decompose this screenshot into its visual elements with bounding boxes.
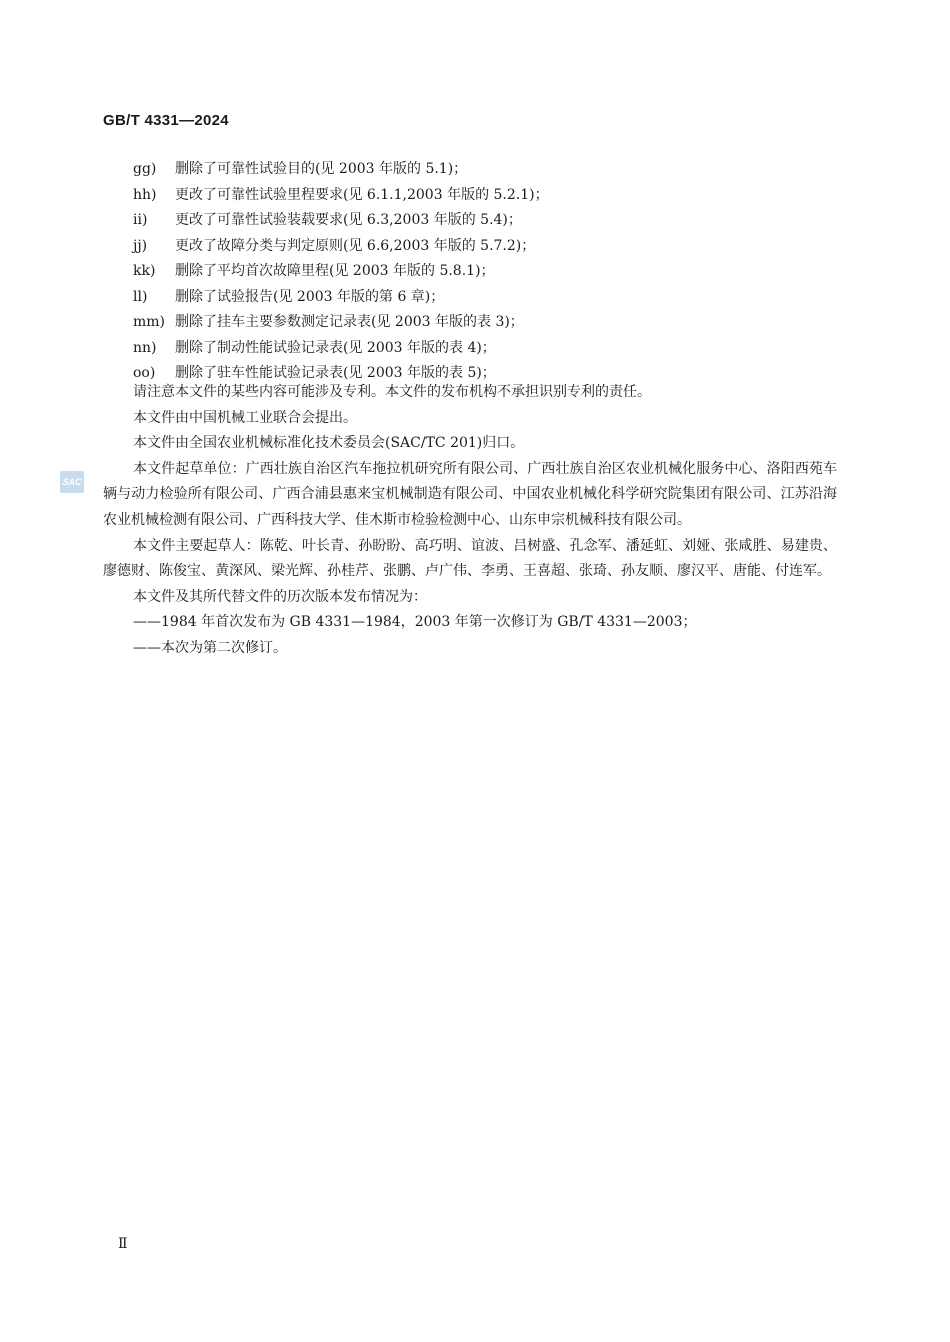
list-item xyxy=(133,157,549,183)
sac-watermark-logo: SAC xyxy=(60,471,84,493)
list-item-text: 删除了挂车主要参数测定记录表(见 2003 年版的表 3)； xyxy=(175,314,524,330)
list-item xyxy=(133,336,549,362)
centralized-by-paragraph: 本文件由全国农业机械标准化技术委员会(SAC/TC 201)归口。 xyxy=(133,435,525,452)
list-item-label: kk) xyxy=(133,263,156,279)
list-item xyxy=(133,208,549,234)
main-drafters-paragraph: 本文件主要起草人：陈乾、叶长青、孙盼盼、高巧明、谊波、吕树盛、孔念军、潘延虹、刘娅、张咸胜、易建贵、廖德财、陈俊宝、黄深风、梁光辉、孙桂芹、张鹏、卢广伟、李勇、王喜超、张琦、孙友顺、廖汉平、唐能、付连军。 xyxy=(103,537,837,580)
list-item-label: mm) xyxy=(133,314,166,330)
list-item-label: oo) xyxy=(133,365,156,381)
list-item-text: 更改了可靠性试验装载要求(见 6.3,2003 年版的 5.4)； xyxy=(175,212,522,228)
list-item-label: ii) xyxy=(133,212,148,228)
list-item xyxy=(133,310,549,336)
document-code-header: GB/T 4331—2024 xyxy=(103,112,229,129)
patent-notice-paragraph: 请注意本文件的某些内容可能涉及专利。本文件的发布机构不承担识别专利的责任。 xyxy=(133,384,651,400)
list-item-text: 更改了可靠性试验里程要求(见 6.1.1,2003 年版的 5.2.1)； xyxy=(175,186,549,203)
list-item-label: gg) xyxy=(133,161,157,177)
history-item-1: ——1984 年首次发布为 GB 4331—1984，2003 年第一次修订为 GB/T 4331—2003； xyxy=(133,614,697,631)
list-item xyxy=(133,285,549,311)
proposed-by-paragraph: 本文件由中国机械工业联合会提出。 xyxy=(133,409,357,426)
history-intro-paragraph: 本文件及其所代替文件的历次版本发布情况为： xyxy=(133,588,427,605)
page-number: Ⅱ xyxy=(118,1236,128,1252)
list-item-text: 删除了可靠性试验目的(见 2003 年版的 5.1)； xyxy=(175,161,468,177)
list-item-label: nn) xyxy=(133,339,157,356)
list-item-text: 删除了驻车性能试验记录表(见 2003 年版的表 5)； xyxy=(175,365,496,381)
list-item-text: 更改了故障分类与判定原则(见 6.6,2003 年版的 5.7.2)； xyxy=(175,237,536,254)
list-item-label: hh) xyxy=(133,186,157,203)
drafting-units-paragraph: 本文件起草单位：广西壮族自治区汽车拖拉机研究所有限公司、广西壮族自治区农业机械化服务中心、洛阳西苑车辆与动力检验所有限公司、广西合浦县惠来宝机械制造有限公司、中国农业机械化科学研究院集团有限公司、江苏沿海农业机械检测有限公司、广西科技大学、佳木斯市检验检测中心、山东申宗机械科技有限公司。 xyxy=(103,460,837,528)
foreword-body xyxy=(103,380,837,662)
list-item-label: ll) xyxy=(133,288,148,305)
list-item-text: 删除了平均首次故障里程(见 2003 年版的 5.8.1)； xyxy=(175,263,495,279)
changes-list xyxy=(133,157,549,387)
list-item-text: 删除了制动性能试验记录表(见 2003 年版的表 4)； xyxy=(175,339,496,356)
list-item xyxy=(133,234,549,260)
list-item-text: 删除了试验报告(见 2003 年版的第 6 章)； xyxy=(175,288,445,305)
list-item-label: jj) xyxy=(133,237,148,254)
list-item xyxy=(133,183,549,209)
list-item xyxy=(133,259,549,285)
history-item-2: ——本次为第二次修订。 xyxy=(133,639,287,656)
